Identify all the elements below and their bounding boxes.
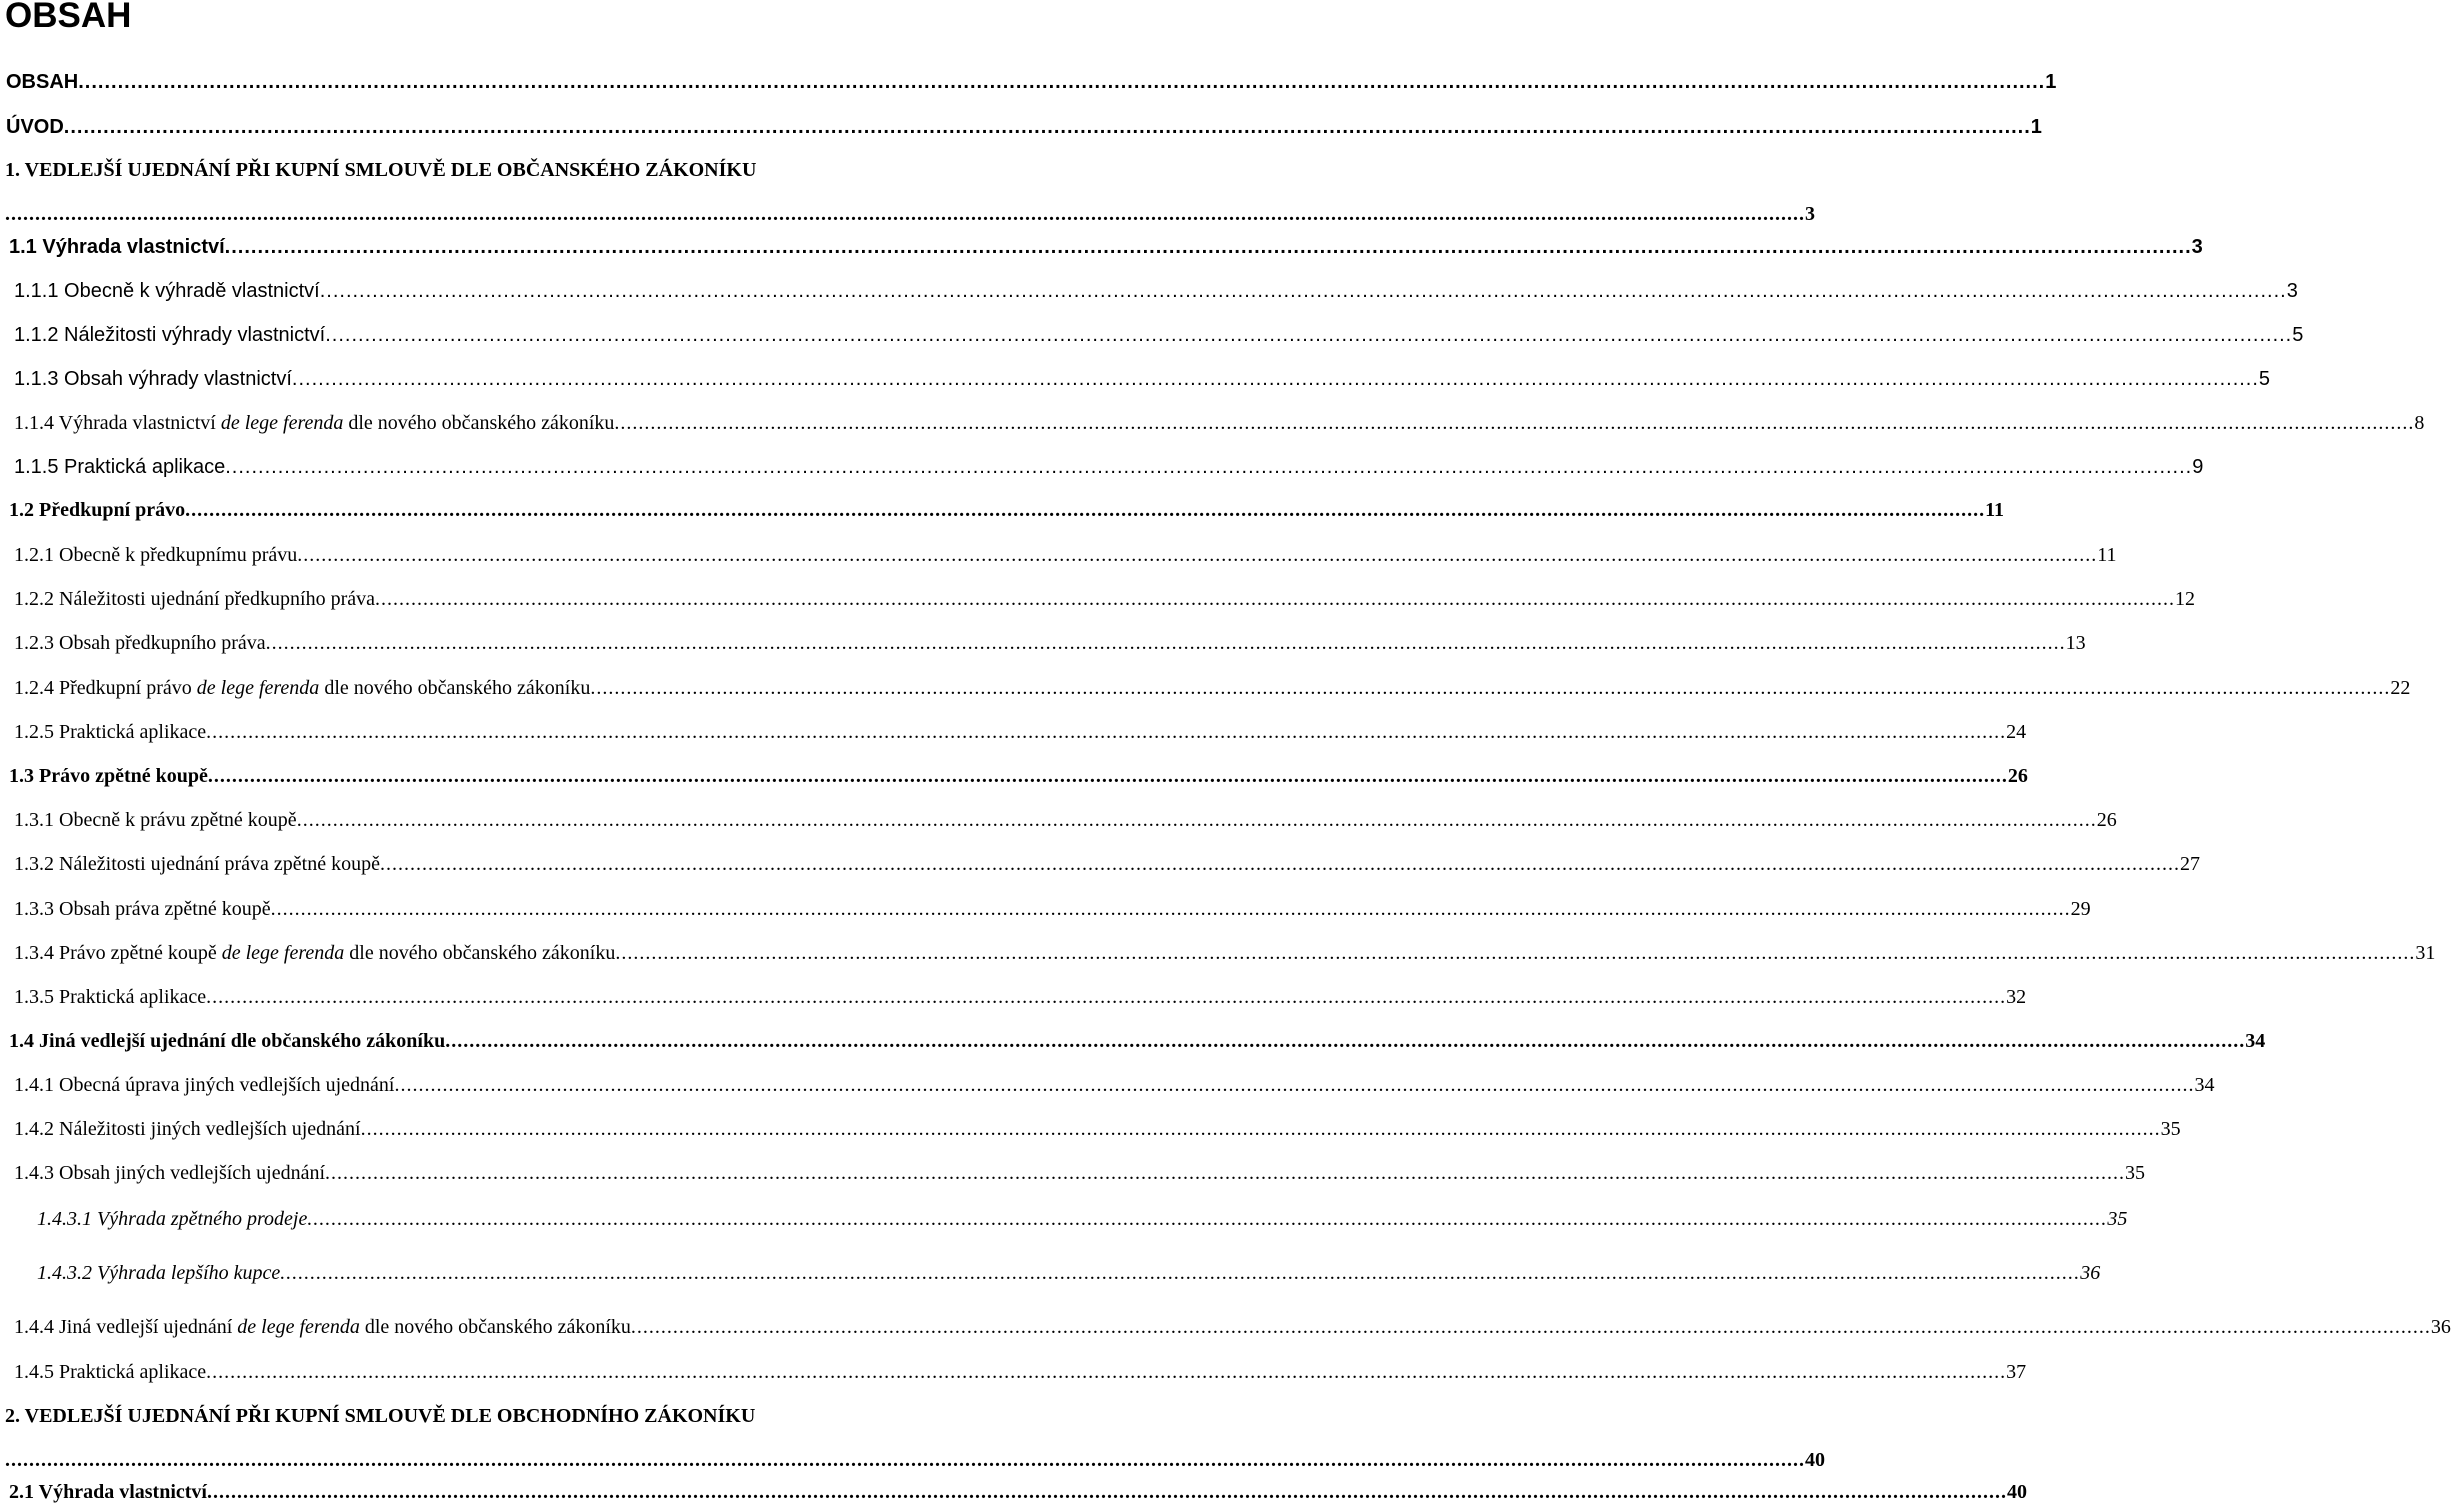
- dot-leader: ............................................................................................................................................................................................................................................................................................................: [445, 1030, 2246, 1052]
- toc-entry-title: 1.1.1 Obecně k výhradě vlastnictví: [14, 280, 320, 302]
- toc-entry-title-part: dle nového občanského zákoníku: [343, 412, 615, 434]
- toc-chapter-title[interactable]: 1. VEDLEJŠÍ UJEDNÁNÍ PŘI KUPNÍ SMLOUVĚ DLE OBČANSKÉHO ZÁKONÍKU: [5, 159, 757, 181]
- toc-entry-page-number: 22: [2390, 677, 2411, 699]
- toc-entry[interactable]: [0, 1445, 1825, 1475]
- toc-entry-title-italic: de lege ferenda: [196, 677, 320, 699]
- toc-entry[interactable]: [0, 1258, 2101, 1288]
- toc-entry[interactable]: [0, 628, 2086, 658]
- toc-entry-title: [14, 673, 590, 703]
- dot-leader: ............................................................................................................................................................................................................................................................................................................: [185, 499, 1986, 521]
- toc-entry[interactable]: [0, 199, 1815, 229]
- toc-entry[interactable]: [0, 1312, 2451, 1342]
- toc-entry-page-number: 34: [2194, 1074, 2215, 1096]
- toc-entry-title-part: 1.2.4 Předkupní právo: [14, 677, 197, 699]
- toc-entry[interactable]: [0, 408, 2425, 438]
- toc-entry-page-number: 37: [2006, 1361, 2027, 1383]
- toc-entry[interactable]: [0, 364, 2271, 394]
- dot-leader: ............................................................................................................................................................................................................................................................................................................: [630, 1316, 2431, 1338]
- toc-entry-title: 1.3.2 Náležitosti ujednání práva zpětné koupě: [14, 853, 380, 875]
- dot-leader: ............................................................................................................................................................................................................................................................................................................: [225, 456, 2193, 478]
- toc-entry-page-number: 35: [2160, 1118, 2181, 1140]
- toc-entry-title: 1.3.1 Obecně k právu zpětné koupě: [14, 809, 297, 831]
- toc-entry-title-italic: de lege ferenda: [237, 1316, 360, 1338]
- toc-entry-title: OBSAH: [6, 71, 79, 93]
- dot-leader: ............................................................................................................................................................................................................................................................................................................: [265, 632, 2066, 654]
- toc-entry-page-number: 31: [2415, 942, 2436, 964]
- toc-entry[interactable]: [0, 805, 2117, 835]
- toc-entry-title: 1.1 Výhrada vlastnictví: [9, 236, 225, 258]
- toc-entry-title: 1.3.5 Praktická aplikace: [14, 986, 207, 1008]
- toc-entry-title: [14, 1312, 631, 1342]
- toc-entry-page-number: 26: [2096, 809, 2117, 831]
- dot-leader: ............................................................................................................................................................................................................................................................................................................: [5, 1449, 1805, 1471]
- toc-entry-title: 1.4.2 Náležitosti jiných vedlejších ujednání: [14, 1118, 361, 1140]
- dot-leader: ............................................................................................................................................................................................................................................................................................................: [307, 1208, 2108, 1230]
- dot-leader: ............................................................................................................................................................................................................................................................................................................: [319, 280, 2287, 302]
- toc-entry-page-number: 32: [2006, 986, 2027, 1008]
- toc-entry[interactable]: [0, 232, 2203, 262]
- dot-leader: ............................................................................................................................................................................................................................................................................................................: [224, 236, 2192, 258]
- toc-entry[interactable]: [0, 1357, 2027, 1387]
- toc-entry-page-number: 9: [2192, 456, 2204, 478]
- toc-entry[interactable]: [0, 1204, 2128, 1234]
- toc-entry-title: 1.4.3.2 Výhrada lepšího kupce: [37, 1262, 281, 1284]
- dot-leader: ............................................................................................................................................................................................................................................................................................................: [360, 1118, 2161, 1140]
- toc-entry-page-number: 40: [1805, 1449, 1825, 1471]
- toc-entry-title: ÚVOD: [6, 116, 64, 138]
- toc-entry-page-number: 24: [2006, 721, 2027, 743]
- toc-entry[interactable]: [0, 1158, 2146, 1188]
- dot-leader: ............................................................................................................................................................................................................................................................................................................: [206, 1481, 2007, 1503]
- toc-entry[interactable]: [0, 894, 2091, 924]
- toc-entry[interactable]: [0, 584, 2196, 614]
- dot-leader: ............................................................................................................................................................................................................................................................................................................: [375, 588, 2176, 610]
- toc-entry[interactable]: [0, 67, 2057, 97]
- dot-leader: ............................................................................................................................................................................................................................................................................................................: [78, 71, 2046, 93]
- toc-entry-page-number: 11: [2097, 544, 2117, 566]
- toc-entry-title: 1.1.2 Náležitosti výhrady vlastnictví: [14, 324, 326, 346]
- dot-leader: ............................................................................................................................................................................................................................................................................................................: [296, 809, 2097, 831]
- toc-entry-page-number: 13: [2065, 632, 2086, 654]
- dot-leader: ............................................................................................................................................................................................................................................................................................................: [206, 986, 2007, 1008]
- dot-leader: ............................................................................................................................................................................................................................................................................................................: [614, 412, 2415, 434]
- dot-leader: ............................................................................................................................................................................................................................................................................................................: [380, 853, 2180, 875]
- toc-entry-page-number: 27: [2180, 853, 2200, 875]
- toc-entry-title: [14, 938, 615, 968]
- toc-entry-title-part: 1.1.4 Výhrada vlastnictví: [14, 412, 221, 434]
- toc-entry-title-italic: de lege ferenda: [220, 412, 344, 434]
- toc-entry-title-part: dle nového občanského zákoníku: [359, 1316, 631, 1338]
- toc-entry-title: 1.1.3 Obsah výhrady vlastnictví: [14, 368, 292, 390]
- toc-entry-page-number: 11: [1985, 499, 2005, 521]
- toc-entry-title: 1.3.3 Obsah práva zpětné koupě: [14, 898, 271, 920]
- toc-entry[interactable]: [0, 540, 2117, 570]
- toc-entry-title: 1.2.2 Náležitosti ujednání předkupního práva: [14, 588, 376, 610]
- dot-leader: ............................................................................................................................................................................................................................................................................................................: [270, 898, 2071, 920]
- dot-leader: ............................................................................................................................................................................................................................................................................................................: [207, 765, 2008, 787]
- toc-entry[interactable]: [0, 452, 2204, 482]
- toc-entry-title: 1.1.5 Praktická aplikace: [14, 456, 226, 478]
- dot-leader: ............................................................................................................................................................................................................................................................................................................: [63, 116, 2031, 138]
- dot-leader: ............................................................................................................................................................................................................................................................................................................: [297, 544, 2098, 566]
- dot-leader: ............................................................................................................................................................................................................................................................................................................: [206, 1361, 2007, 1383]
- toc-entry[interactable]: [0, 673, 2411, 703]
- toc-entry-title: 1.2.5 Praktická aplikace: [14, 721, 207, 743]
- toc-entry[interactable]: [0, 1477, 2027, 1507]
- toc-entry-page-number: 35: [2125, 1162, 2146, 1184]
- toc-entry-page-number: 36: [2430, 1316, 2451, 1338]
- dot-leader: ............................................................................................................................................................................................................................................................................................................: [325, 1162, 2126, 1184]
- dot-leader: ............................................................................................................................................................................................................................................................................................................: [590, 677, 2391, 699]
- toc-entry-page-number: 3: [2191, 236, 2203, 258]
- toc-entry-page-number: 8: [2414, 412, 2425, 434]
- toc-entry-page-number: 40: [2006, 1481, 2027, 1503]
- toc-entry[interactable]: [0, 495, 2005, 525]
- toc-entry-title: 1.2 Předkupní právo: [9, 499, 186, 521]
- toc-entry[interactable]: [0, 1070, 2215, 1100]
- toc-entry-page-number: 29: [2070, 898, 2091, 920]
- toc-entry-title: 1.4.3 Obsah jiných vedlejších ujednání: [14, 1162, 326, 1184]
- toc-entry-title-part: dle nového občanského zákoníku: [319, 677, 591, 699]
- dot-leader: ............................................................................................................................................................................................................................................................................................................: [394, 1074, 2195, 1096]
- toc-entry[interactable]: [0, 938, 2436, 968]
- toc-entry-title-part: 1.3.4 Právo zpětné koupě: [14, 942, 222, 964]
- page-title: OBSAH: [5, 0, 132, 35]
- toc-entry-page-number: 35: [2107, 1208, 2128, 1230]
- dot-leader: ............................................................................................................................................................................................................................................................................................................: [325, 324, 2293, 346]
- toc-entry-page-number: 5: [2292, 324, 2304, 346]
- dot-leader: ............................................................................................................................................................................................................................................................................................................: [206, 721, 2007, 743]
- toc-entry-title: 1.3 Právo zpětné koupě: [9, 765, 208, 787]
- toc-entry[interactable]: [0, 982, 2027, 1012]
- toc-entry-title-part: dle nového občanského zákoníku: [344, 942, 616, 964]
- toc-entry[interactable]: [0, 717, 2027, 747]
- toc-entry-page-number: 36: [2080, 1262, 2101, 1284]
- toc-entry-title: 1.2.3 Obsah předkupního práva: [14, 632, 266, 654]
- toc-entry-page-number: 1: [2045, 71, 2057, 93]
- toc-entry-page-number: 5: [2258, 368, 2271, 390]
- toc-entry-title: 1.4 Jiná vedlejší ujednání dle občanského zákoníku: [9, 1030, 446, 1052]
- toc-entry[interactable]: [0, 320, 2304, 350]
- toc-entry-title: 1.4.5 Praktická aplikace: [14, 1361, 207, 1383]
- toc-entry-title-italic: de lege ferenda: [221, 942, 345, 964]
- dot-leader: ............................................................................................................................................................................................................................................................................................................: [615, 942, 2416, 964]
- dot-leader: ............................................................................................................................................................................................................................................................................................................: [280, 1262, 2081, 1284]
- toc-chapter-title[interactable]: 2. VEDLEJŠÍ UJEDNÁNÍ PŘI KUPNÍ SMLOUVĚ DLE OBCHODNÍHO ZÁKONÍKU: [5, 1405, 756, 1427]
- toc-entry-page-number: 3: [2286, 280, 2298, 302]
- toc-entry[interactable]: [0, 276, 2298, 306]
- dot-leader: ............................................................................................................................................................................................................................................................................................................: [5, 203, 1805, 225]
- toc-entry-title: 1.2.1 Obecně k předkupnímu právu: [14, 544, 298, 566]
- toc-entry[interactable]: [0, 1114, 2181, 1144]
- toc-entry[interactable]: [0, 761, 2028, 791]
- toc-entry[interactable]: [0, 1026, 2266, 1056]
- toc-entry-title: 2.1 Výhrada vlastnictví: [9, 1481, 207, 1503]
- toc-entry-page-number: 34: [2245, 1030, 2266, 1052]
- toc-entry-page-number: 26: [2007, 765, 2028, 787]
- toc-entry-title: 1.4.1 Obecná úprava jiných vedlejších ujednání: [14, 1074, 395, 1096]
- toc-entry[interactable]: [0, 112, 2042, 142]
- dot-leader: ............................................................................................................................................................................................................................................................................................................: [291, 368, 2259, 390]
- toc-entry-page-number: 12: [2175, 588, 2196, 610]
- toc-entry-title-part: 1.4.4 Jiná vedlejší ujednání: [14, 1316, 238, 1338]
- toc-entry-page-number: 3: [1805, 203, 1815, 225]
- toc-entry-page-number: 1: [2030, 116, 2042, 138]
- toc-entry-title: 1.4.3.1 Výhrada zpětného prodeje: [37, 1208, 308, 1230]
- toc-entry[interactable]: [0, 849, 2200, 879]
- toc-entry-title: [14, 408, 614, 438]
